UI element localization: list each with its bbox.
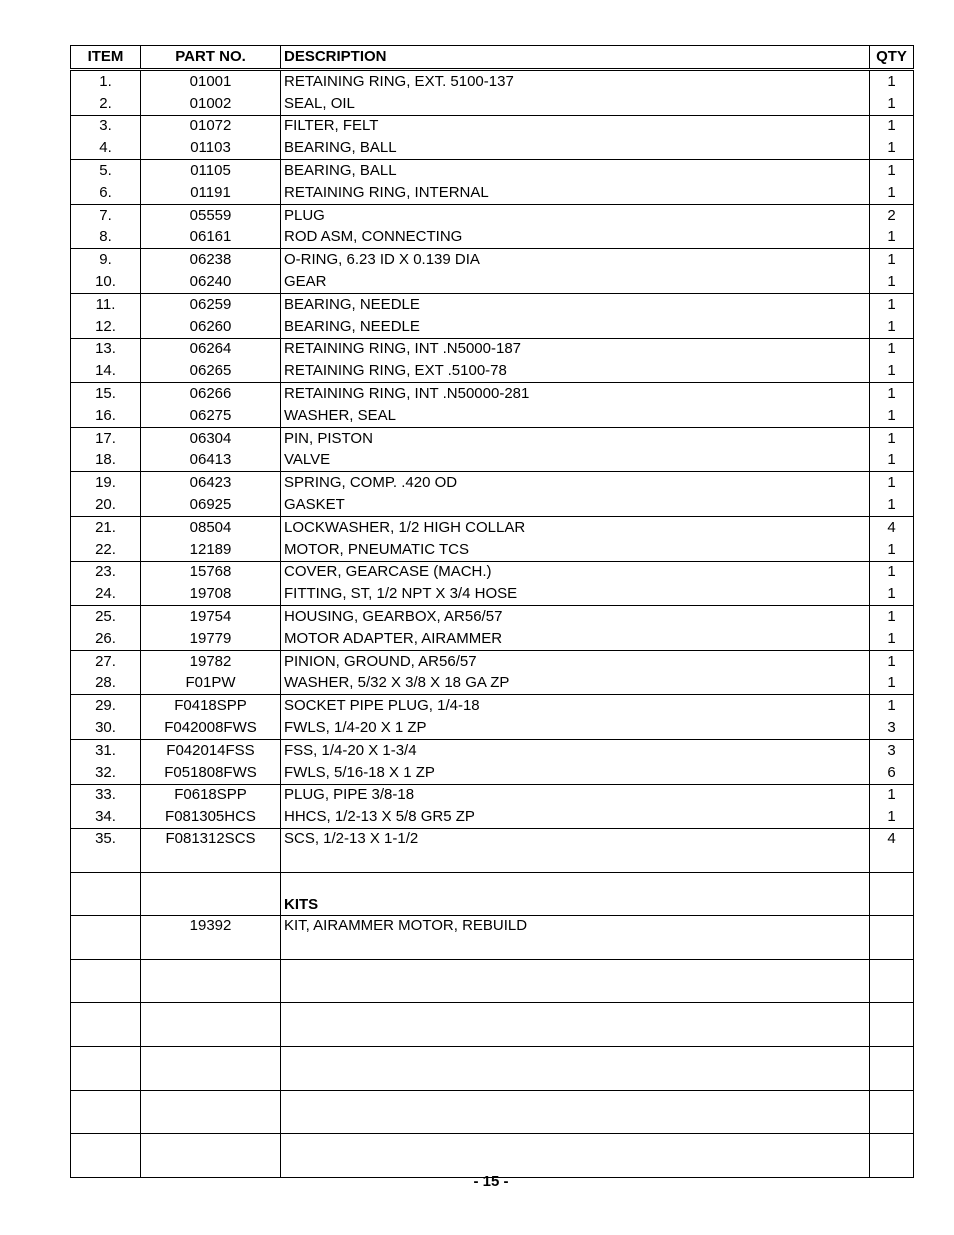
row-part-number: F01PW [141, 673, 281, 695]
row-part-number: 06413 [141, 450, 281, 472]
empty-cell [141, 1047, 281, 1091]
empty-cell [870, 1134, 914, 1178]
row-description: RETAINING RING, EXT .5100-78 [281, 360, 870, 382]
row-description: MOTOR ADAPTER, AIRAMMER [281, 628, 870, 650]
row-part-number: 06275 [141, 405, 281, 427]
row-part-number: 01001 [141, 70, 281, 93]
row-quantity: 1 [870, 338, 914, 360]
row-description: BEARING, BALL [281, 160, 870, 182]
row-quantity: 1 [870, 583, 914, 605]
row-item-number: 2. [71, 93, 141, 115]
page-number: - 15 - [473, 1173, 509, 1190]
row-part-number: 01103 [141, 137, 281, 159]
row-part-number: F081305HCS [141, 806, 281, 828]
kit-item-cell [71, 916, 141, 960]
row-quantity: 1 [870, 316, 914, 338]
header-description: DESCRIPTION [281, 46, 870, 70]
empty-cell [870, 1003, 914, 1047]
table-row [71, 695, 914, 717]
table-row [71, 360, 914, 382]
table-row [71, 383, 914, 405]
empty-cell [71, 1134, 141, 1178]
header-qty: QTY [870, 46, 914, 70]
row-description: RETAINING RING, INTERNAL [281, 182, 870, 204]
row-description: PLUG [281, 204, 870, 226]
row-item-number: 5. [71, 160, 141, 182]
header-part-no: PART NO. [141, 46, 281, 70]
row-part-number: 06240 [141, 271, 281, 293]
empty-row [71, 959, 914, 1003]
table-row [71, 650, 914, 672]
kits-heading-item-cell [71, 872, 141, 916]
row-description: RETAINING RING, EXT. 5100-137 [281, 70, 870, 93]
empty-row [71, 1047, 914, 1091]
empty-cell [281, 959, 870, 1003]
kits-heading: KITS [281, 872, 870, 916]
row-item-number: 14. [71, 360, 141, 382]
table-row [71, 450, 914, 472]
empty-cell [281, 1047, 870, 1091]
row-item-number: 29. [71, 695, 141, 717]
row-part-number: 19708 [141, 583, 281, 605]
row-description: BEARING, BALL [281, 137, 870, 159]
empty-cell [71, 959, 141, 1003]
table-row [71, 494, 914, 516]
row-item-number: 23. [71, 561, 141, 583]
row-quantity: 1 [870, 472, 914, 494]
row-quantity: 1 [870, 539, 914, 561]
table-row [71, 628, 914, 650]
row-part-number: 06266 [141, 383, 281, 405]
row-item-number: 20. [71, 494, 141, 516]
row-item-number: 19. [71, 472, 141, 494]
row-description: PINION, GROUND, AR56/57 [281, 650, 870, 672]
kits-heading-qty-cell [870, 872, 914, 916]
table-row [71, 606, 914, 628]
table-row [71, 539, 914, 561]
row-description: WASHER, 5/32 X 3/8 X 18 GA ZP [281, 673, 870, 695]
kits-heading-row [71, 872, 914, 916]
table-row [71, 472, 914, 494]
table-row [71, 405, 914, 427]
row-item-number: 10. [71, 271, 141, 293]
table-row [71, 249, 914, 271]
row-description: PIN, PISTON [281, 427, 870, 449]
row-quantity: 1 [870, 806, 914, 828]
table-row [71, 673, 914, 695]
table-row [71, 717, 914, 739]
row-quantity: 1 [870, 360, 914, 382]
row-quantity: 1 [870, 494, 914, 516]
table-row [71, 115, 914, 137]
row-part-number: F042014FSS [141, 739, 281, 761]
row-part-number: 19779 [141, 628, 281, 650]
row-quantity: 1 [870, 137, 914, 159]
row-part-number: 01191 [141, 182, 281, 204]
row-item-number: 34. [71, 806, 141, 828]
row-quantity: 1 [870, 628, 914, 650]
row-part-number: 06304 [141, 427, 281, 449]
row-part-number: 12189 [141, 539, 281, 561]
table-row [71, 70, 914, 93]
row-description: ROD ASM, CONNECTING [281, 227, 870, 249]
row-item-number: 6. [71, 182, 141, 204]
table-row [71, 561, 914, 583]
row-quantity: 1 [870, 271, 914, 293]
row-quantity: 1 [870, 650, 914, 672]
table-row [71, 806, 914, 828]
table-row [71, 516, 914, 538]
header-row [71, 46, 914, 70]
kits-body [71, 872, 914, 1177]
empty-cell [281, 1003, 870, 1047]
row-item-number: 27. [71, 650, 141, 672]
row-item-number: 1. [71, 70, 141, 93]
row-item-number: 9. [71, 249, 141, 271]
empty-cell [870, 959, 914, 1003]
table-row [71, 829, 914, 873]
row-quantity: 6 [870, 762, 914, 784]
empty-row [71, 1134, 914, 1178]
table-row [71, 338, 914, 360]
row-item-number: 4. [71, 137, 141, 159]
row-quantity: 1 [870, 450, 914, 472]
parts-table [70, 45, 914, 1178]
table-row [71, 271, 914, 293]
row-item-number: 33. [71, 784, 141, 806]
row-quantity: 1 [870, 227, 914, 249]
row-item-number: 13. [71, 338, 141, 360]
row-quantity: 3 [870, 717, 914, 739]
table-row [71, 93, 914, 115]
row-description: HOUSING, GEARBOX, AR56/57 [281, 606, 870, 628]
row-quantity: 1 [870, 182, 914, 204]
table-row [71, 204, 914, 226]
empty-cell [141, 1003, 281, 1047]
empty-cell [71, 1003, 141, 1047]
table-row [71, 293, 914, 315]
row-quantity: 2 [870, 204, 914, 226]
kit-row [71, 916, 914, 960]
row-part-number: 01002 [141, 93, 281, 115]
row-description: WASHER, SEAL [281, 405, 870, 427]
row-quantity: 1 [870, 405, 914, 427]
row-part-number: 06925 [141, 494, 281, 516]
kits-heading-part-cell [141, 872, 281, 916]
table-row [71, 227, 914, 249]
row-description: SOCKET PIPE PLUG, 1/4-18 [281, 695, 870, 717]
row-description: SEAL, OIL [281, 93, 870, 115]
row-item-number: 12. [71, 316, 141, 338]
empty-cell [141, 1090, 281, 1134]
row-part-number: 06259 [141, 293, 281, 315]
row-item-number: 28. [71, 673, 141, 695]
row-part-number: F042008FWS [141, 717, 281, 739]
row-quantity: 1 [870, 383, 914, 405]
row-quantity: 1 [870, 561, 914, 583]
row-item-number: 21. [71, 516, 141, 538]
table-row [71, 784, 914, 806]
row-item-number: 26. [71, 628, 141, 650]
row-description: SCS, 1/2-13 X 1-1/2 [281, 829, 870, 873]
row-quantity: 4 [870, 829, 914, 873]
row-description: GEAR [281, 271, 870, 293]
row-part-number: 01105 [141, 160, 281, 182]
row-quantity: 1 [870, 784, 914, 806]
row-quantity: 1 [870, 93, 914, 115]
row-part-number: F081312SCS [141, 829, 281, 873]
row-description: BEARING, NEEDLE [281, 293, 870, 315]
row-part-number: F0418SPP [141, 695, 281, 717]
row-description: FWLS, 5/16-18 X 1 ZP [281, 762, 870, 784]
table-header [71, 46, 914, 70]
row-description: FILTER, FELT [281, 115, 870, 137]
row-item-number: 32. [71, 762, 141, 784]
kit-qty-cell [870, 916, 914, 960]
row-part-number: F051808FWS [141, 762, 281, 784]
table-row [71, 762, 914, 784]
table-row [71, 160, 914, 182]
table-row [71, 182, 914, 204]
row-part-number: 19754 [141, 606, 281, 628]
empty-cell [141, 1134, 281, 1178]
row-description: VALVE [281, 450, 870, 472]
empty-cell [71, 1047, 141, 1091]
row-item-number: 35. [71, 829, 141, 873]
row-description: FITTING, ST, 1/2 NPT X 3/4 HOSE [281, 583, 870, 605]
empty-row [71, 1003, 914, 1047]
empty-cell [870, 1090, 914, 1134]
empty-cell [141, 959, 281, 1003]
row-quantity: 4 [870, 516, 914, 538]
empty-cell [870, 1047, 914, 1091]
row-part-number: 01072 [141, 115, 281, 137]
row-description: HHCS, 1/2-13 X 5/8 GR5 ZP [281, 806, 870, 828]
row-quantity: 1 [870, 160, 914, 182]
kit-description: KIT, AIRAMMER MOTOR, REBUILD [281, 916, 870, 960]
row-quantity: 1 [870, 70, 914, 93]
row-item-number: 15. [71, 383, 141, 405]
empty-cell [281, 1134, 870, 1178]
row-description: COVER, GEARCASE (MACH.) [281, 561, 870, 583]
row-item-number: 3. [71, 115, 141, 137]
parts-body [71, 70, 914, 873]
row-item-number: 8. [71, 227, 141, 249]
row-part-number: 06260 [141, 316, 281, 338]
row-item-number: 11. [71, 293, 141, 315]
row-item-number: 30. [71, 717, 141, 739]
row-description: O-RING, 6.23 ID X 0.139 DIA [281, 249, 870, 271]
row-item-number: 25. [71, 606, 141, 628]
row-part-number: 15768 [141, 561, 281, 583]
row-description: GASKET [281, 494, 870, 516]
row-part-number: 06238 [141, 249, 281, 271]
row-quantity: 1 [870, 673, 914, 695]
table-row [71, 427, 914, 449]
row-part-number: 06264 [141, 338, 281, 360]
row-item-number: 22. [71, 539, 141, 561]
row-part-number: 06423 [141, 472, 281, 494]
row-quantity: 1 [870, 249, 914, 271]
row-description: RETAINING RING, INT .N5000-187 [281, 338, 870, 360]
row-description: FWLS, 1/4-20 X 1 ZP [281, 717, 870, 739]
empty-cell [71, 1090, 141, 1134]
table-row [71, 583, 914, 605]
header-item: ITEM [71, 46, 141, 70]
row-item-number: 7. [71, 204, 141, 226]
row-quantity: 1 [870, 695, 914, 717]
row-description: FSS, 1/4-20 X 1-3/4 [281, 739, 870, 761]
row-description: PLUG, PIPE 3/8-18 [281, 784, 870, 806]
kit-part-no: 19392 [141, 916, 281, 960]
row-part-number: 06161 [141, 227, 281, 249]
row-item-number: 17. [71, 427, 141, 449]
row-quantity: 1 [870, 606, 914, 628]
row-part-number: F0618SPP [141, 784, 281, 806]
row-description: SPRING, COMP. .420 OD [281, 472, 870, 494]
row-quantity: 1 [870, 293, 914, 315]
row-part-number: 05559 [141, 204, 281, 226]
row-description: MOTOR, PNEUMATIC TCS [281, 539, 870, 561]
empty-cell [281, 1090, 870, 1134]
table-row [71, 137, 914, 159]
row-part-number: 19782 [141, 650, 281, 672]
row-item-number: 16. [71, 405, 141, 427]
table-row [71, 739, 914, 761]
row-description: BEARING, NEEDLE [281, 316, 870, 338]
row-part-number: 08504 [141, 516, 281, 538]
row-part-number: 06265 [141, 360, 281, 382]
row-item-number: 31. [71, 739, 141, 761]
row-quantity: 1 [870, 115, 914, 137]
row-quantity: 1 [870, 427, 914, 449]
row-description: RETAINING RING, INT .N50000-281 [281, 383, 870, 405]
row-quantity: 3 [870, 739, 914, 761]
table-row [71, 316, 914, 338]
row-description: LOCKWASHER, 1/2 HIGH COLLAR [281, 516, 870, 538]
empty-row [71, 1090, 914, 1134]
row-item-number: 24. [71, 583, 141, 605]
row-item-number: 18. [71, 450, 141, 472]
